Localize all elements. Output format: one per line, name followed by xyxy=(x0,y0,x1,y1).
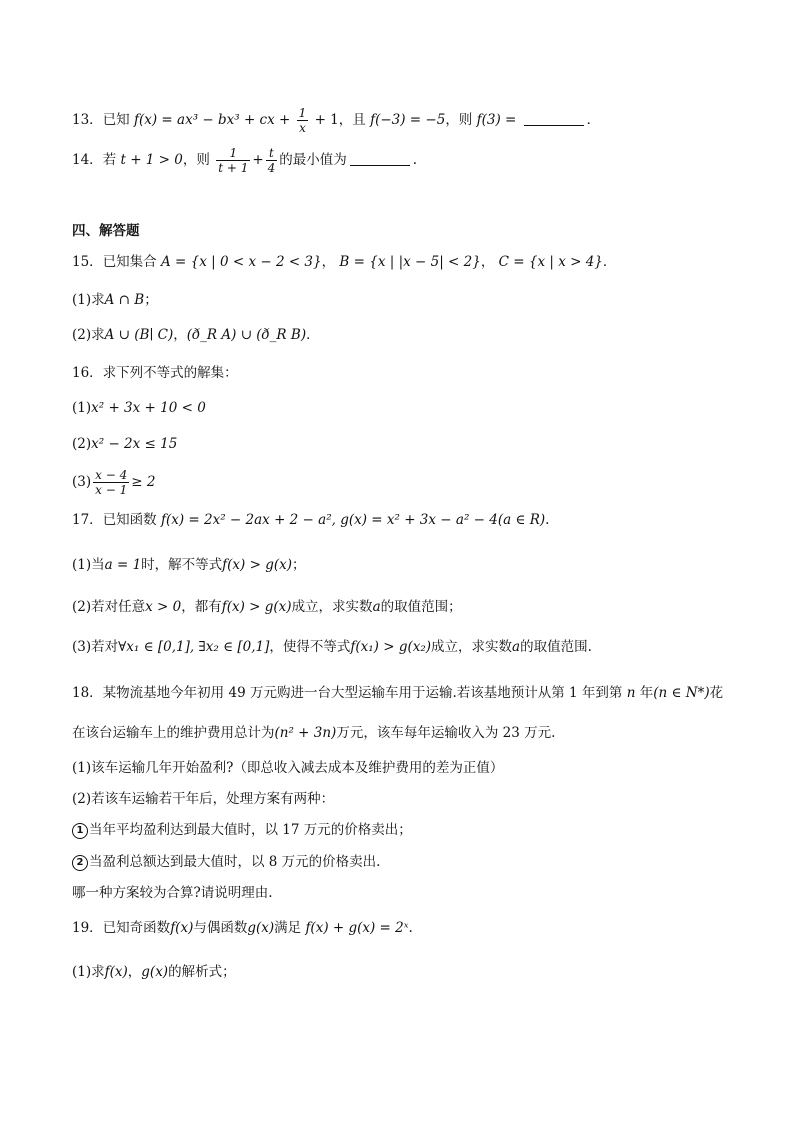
q17-part-2 xyxy=(72,597,462,617)
q19-part-1 xyxy=(72,962,236,982)
q16-p1-expr: x² + 3x + 10 < 0 xyxy=(91,400,206,416)
q16-p3-rel: ≥ 2 xyxy=(131,474,156,490)
q19-fx: f(x) xyxy=(170,920,194,936)
q16-p3-den: x − 1 xyxy=(95,483,128,497)
q18-option-1 xyxy=(72,820,412,840)
q17-p1-label: (1)当 xyxy=(72,557,105,573)
q13-number: 13． xyxy=(72,112,103,128)
q14-text-3: 的最小值为 xyxy=(279,152,347,168)
q15-set-a: A = {x | 0 < x − 2 < 3} xyxy=(160,254,322,270)
q19-text-2: 与偶函数 xyxy=(193,920,248,936)
q18-question: 哪一种方案较为合算?请说明理由. xyxy=(72,885,273,901)
q17-part-3 xyxy=(72,637,592,657)
q13-end: ． xyxy=(586,112,601,128)
q19-end: . xyxy=(408,920,413,936)
question-13 xyxy=(72,106,600,135)
q18-line-2a: 在该台运输车上的维护费用总计为 xyxy=(72,725,275,741)
q18-line-1c: 花 xyxy=(709,685,724,701)
q16-p3-num: x − 4 xyxy=(95,468,128,482)
q17-number: 17． xyxy=(72,512,103,528)
q15-part-1 xyxy=(72,290,158,310)
q16-p2-label: (2) xyxy=(72,436,92,452)
q19-number: 19． xyxy=(72,920,103,936)
question-14 xyxy=(72,146,417,175)
q19-p1-sep: ， xyxy=(127,964,142,980)
option-2-circle-marker: 2 xyxy=(72,855,88,871)
q19-p1-g: g(x) xyxy=(141,964,169,980)
question-16 xyxy=(72,363,238,383)
section-title: 四、解答题 xyxy=(72,223,140,239)
q15-end: ． xyxy=(602,254,617,270)
q18-option-2 xyxy=(72,852,380,872)
q19-expr: f(x) + g(x) = 2ˣ xyxy=(305,920,409,936)
q15-p2-expr: A ∪ (B∣ C) xyxy=(104,327,174,343)
q14-condition: t + 1 > 0 xyxy=(120,152,183,168)
q17-p2-cond: x > 0 xyxy=(145,599,182,615)
q18-cost-expr: (n² + 3n) xyxy=(274,725,337,741)
q14-plus: + xyxy=(252,152,264,168)
q18-line-1b: 年 xyxy=(639,685,654,701)
q17-p2-text-2: 成立，求实数 xyxy=(291,599,373,615)
question-18 xyxy=(72,683,723,703)
q17-part-1 xyxy=(72,555,306,575)
q16-part-2 xyxy=(72,434,177,454)
q17-p1-text: 时，解不等式 xyxy=(141,557,223,573)
q19-p1-text: 的解析式； xyxy=(168,964,236,980)
q15-sep-2: ， xyxy=(480,254,495,270)
q13-fx: f(x) = xyxy=(133,112,173,128)
q13-fraction xyxy=(297,106,309,135)
q17-p1-cond: a = 1 xyxy=(104,557,142,573)
q17-p1-end: ； xyxy=(292,557,306,573)
question-15 xyxy=(72,252,616,272)
q13-condition: f(−3) = −5 xyxy=(370,112,446,128)
q14-text-1: 若 xyxy=(102,152,117,168)
q13-poly: ax³ − bx³ + cx + xyxy=(177,112,291,128)
option-1-circle-marker: 1 xyxy=(72,823,88,839)
question-17 xyxy=(72,510,549,530)
q13-text-3: ，则 xyxy=(445,112,473,128)
q17-p3-label: (3)若对 xyxy=(72,639,119,655)
q17-p3-var: a xyxy=(512,639,521,655)
q14-frac1-num: 1 xyxy=(216,146,250,161)
q18-option-1-text: 当年平均盈利达到最大值时，以 17 万元的价格卖出； xyxy=(89,822,412,838)
q15-set-c: C = {x | x > 4} xyxy=(498,254,603,270)
q19-p1-f: f(x) xyxy=(104,964,128,980)
q14-frac2-num: t xyxy=(266,146,278,161)
q15-p2-sep: ， xyxy=(173,327,187,343)
q16-p1-label: (1) xyxy=(72,400,92,416)
q18-n: n xyxy=(626,685,636,701)
q17-p1-expr: f(x) > g(x) xyxy=(222,557,292,573)
q17-p3-expr: f(x₁) > g(x₂) xyxy=(350,639,432,655)
q13-text-2: ，且 xyxy=(338,112,366,128)
q17-p2-text: ，都有 xyxy=(181,599,222,615)
q18-part-2: (2)若该车运输若干年后，处理方案有两种： xyxy=(72,791,335,807)
q15-p1-expr: A ∩ B xyxy=(104,292,145,308)
q15-p2-end: ． xyxy=(306,327,320,343)
q17-text-1: 已知函数 xyxy=(102,512,157,528)
q18-line-2 xyxy=(72,723,555,743)
q15-p2-label: (2)求 xyxy=(72,327,105,343)
q16-p2-expr: x² − 2x ≤ 15 xyxy=(91,436,178,452)
q14-text-2: ，则 xyxy=(182,152,210,168)
q14-frac1-den: t + 1 xyxy=(218,161,249,175)
q16-p3-fraction xyxy=(93,468,129,497)
question-19 xyxy=(72,918,413,938)
q14-fraction-1 xyxy=(216,146,250,175)
q14-frac2-den: 4 xyxy=(267,161,276,175)
q16-part-3 xyxy=(72,468,155,497)
q13-frac-num: 1 xyxy=(298,106,307,120)
q18-n-set: (n ∈ N*) xyxy=(653,685,710,701)
q17-p2-expr: f(x) > g(x) xyxy=(221,599,292,615)
q17-p2-text-3: 的取值范围； xyxy=(380,599,462,615)
q18-line-1a: 某物流基地今年初用 49 万元购进一台大型运输车用于运输.若该基地预计从第 1 年到第 xyxy=(102,685,623,701)
q15-set-b: B = {x | |x − 5| < 2} xyxy=(339,254,481,270)
q15-part-2 xyxy=(72,325,320,345)
q19-p1-label: (1)求 xyxy=(72,964,105,980)
q17-p2-label: (2)若对任意 xyxy=(72,599,146,615)
q16-number: 16． xyxy=(72,365,103,381)
q18-part-1: (1)该车运输几年开始盈利?（即总收入减去成本及维护费用的差为正值） xyxy=(72,760,504,776)
q17-p3-text: ，使得不等式 xyxy=(269,639,351,655)
q19-text-3: 满足 xyxy=(274,920,302,936)
q15-number: 15． xyxy=(72,254,103,270)
q15-p1-label: (1)求 xyxy=(72,292,105,308)
q18-number: 18． xyxy=(72,685,103,701)
q17-end: . xyxy=(545,512,550,528)
q13-frac-den: x xyxy=(299,121,306,135)
q14-end: . xyxy=(412,152,418,168)
q16-part-1 xyxy=(72,398,206,418)
q17-functions: f(x) = 2x² − 2ax + 2 − a², g(x) = x² + 3x − a² − 4(a ∈ R) xyxy=(160,512,546,528)
q15-sep-1: ， xyxy=(321,254,336,270)
q15-text-1: 已知集合 xyxy=(102,254,157,270)
q15-p1-end: ； xyxy=(144,292,158,308)
q15-p2-expr-2: (ð_R A) ∪ (ð_R B) xyxy=(186,327,307,343)
q13-tail: + 1 xyxy=(314,112,339,128)
q13-text-1: 已知 xyxy=(102,112,130,128)
q13-answer-blank[interactable] xyxy=(524,111,584,126)
q17-p3-text-2: 成立，求实数 xyxy=(431,639,513,655)
q14-answer-blank[interactable] xyxy=(350,151,410,166)
q16-p3-label: (3) xyxy=(72,474,92,490)
q16-stem: 求下列不等式的解集： xyxy=(102,365,238,381)
q13-ask: f(3) = xyxy=(476,112,517,128)
q14-fraction-2 xyxy=(266,146,278,175)
q18-option-2-text: 当盈利总额达到最大值时，以 8 万元的价格卖出. xyxy=(89,854,381,870)
q17-p3-quantifier: ∀x₁ ∈ [0,1], ∃x₂ ∈ [0,1] xyxy=(118,639,270,655)
q18-line-2b: 万元，该车每年运输收入为 23 万元. xyxy=(336,725,556,741)
q19-text-1: 已知奇函数 xyxy=(102,920,171,936)
q19-gx: g(x) xyxy=(247,920,275,936)
q17-p3-text-3: 的取值范围. xyxy=(520,639,592,655)
q17-p2-var: a xyxy=(372,599,381,615)
q14-number: 14． xyxy=(72,152,103,168)
